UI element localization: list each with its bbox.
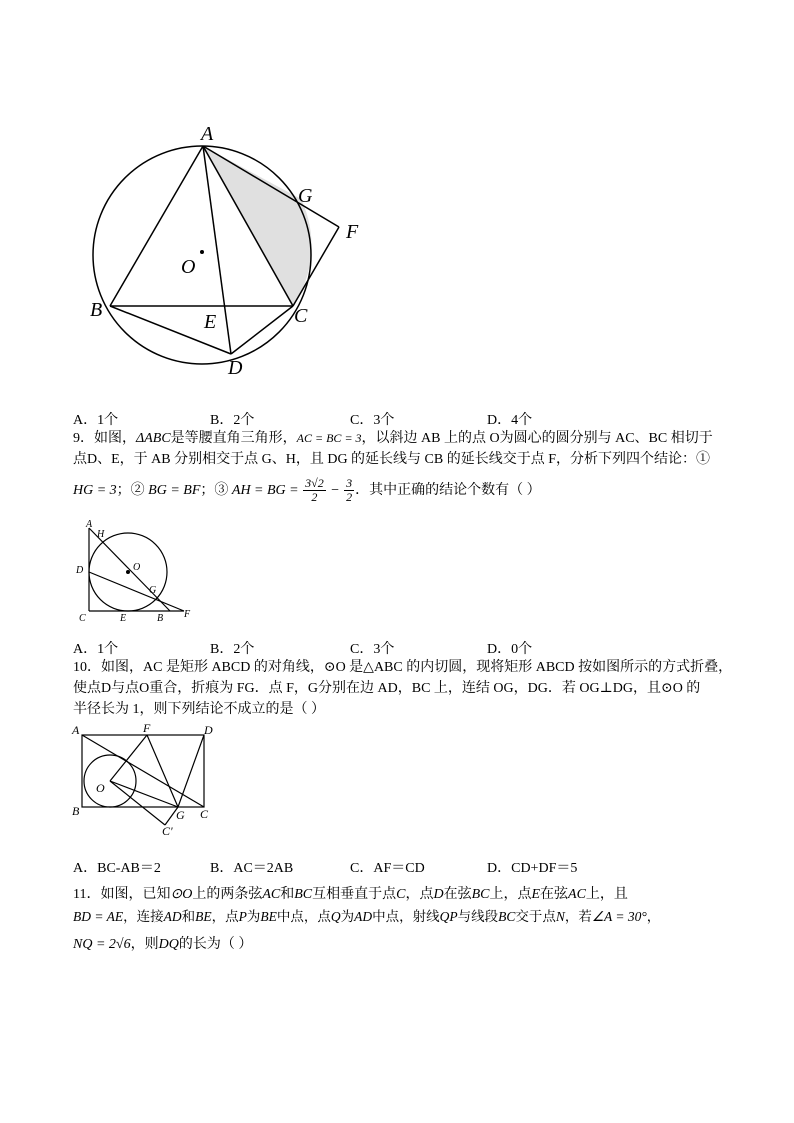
math: BC bbox=[294, 887, 313, 902]
text: 为 bbox=[340, 909, 355, 924]
math: AC bbox=[262, 887, 281, 902]
label-G: G bbox=[149, 585, 157, 596]
figure-q10 bbox=[68, 719, 228, 839]
text: 上，点 bbox=[489, 887, 532, 902]
text: ，以斜边 AB 上的点 O为圆心的圆分别与 AC、BC 相切于 bbox=[361, 431, 713, 446]
q9-line1 bbox=[73, 427, 713, 450]
q9-options bbox=[73, 638, 733, 656]
math: BE bbox=[260, 909, 277, 924]
q8-options bbox=[73, 409, 733, 427]
text: 互相垂直于点 bbox=[312, 887, 397, 902]
q10-line1: 10．如图，AC 是矩形 ABCD 的对角线，⊙O 是△ABC 的内切圆，现将矩形 ABCD 按如图所示的方式折叠， bbox=[73, 660, 733, 675]
text: 的长为（ ） bbox=[178, 937, 253, 952]
option-a[interactable]: A．BC-AB＝2 bbox=[73, 861, 161, 876]
math: HG = 3 bbox=[73, 483, 117, 498]
label-G: G bbox=[176, 808, 185, 822]
label-G: G bbox=[298, 185, 313, 207]
math: C bbox=[396, 887, 406, 902]
option-a[interactable]: A．1个 bbox=[73, 413, 119, 428]
label-C: C bbox=[79, 613, 86, 624]
label-F: F bbox=[184, 609, 191, 620]
math: QP bbox=[439, 909, 458, 924]
label-C: C bbox=[294, 305, 308, 327]
option-c[interactable]: C．AF＝CD bbox=[350, 861, 425, 876]
label-F: F bbox=[346, 221, 359, 243]
q9-line2: 点D、E，于 AB 分别相交于点 G、H，且 DG 的延长线与 CB 的延长线交于点 F，分析下列四个结论：① bbox=[73, 452, 711, 467]
figure-q9 bbox=[74, 518, 194, 626]
option-b[interactable]: B．AC＝2AB bbox=[210, 861, 294, 876]
q10-options bbox=[73, 857, 733, 875]
label-C: C bbox=[200, 807, 209, 821]
label-A: A bbox=[201, 123, 214, 145]
option-d[interactable]: D．0个 bbox=[487, 642, 533, 657]
text: 和 bbox=[181, 909, 196, 924]
text: ；③ bbox=[200, 483, 232, 498]
math: P bbox=[238, 909, 247, 924]
fraction bbox=[303, 477, 326, 504]
math: ∠A = 30° bbox=[591, 909, 647, 924]
label-B: B bbox=[157, 613, 164, 624]
math: DQ bbox=[158, 937, 179, 952]
math: AC bbox=[568, 887, 586, 902]
text: ，若 bbox=[564, 909, 592, 924]
text: 上，且 bbox=[585, 887, 628, 902]
text: ，点 bbox=[211, 909, 239, 924]
option-d[interactable]: D．CD+DF＝5 bbox=[487, 861, 578, 876]
math: NQ = 2√6 bbox=[73, 937, 131, 952]
label-E: E bbox=[204, 311, 217, 333]
math: BE bbox=[195, 909, 212, 924]
q11-line3 bbox=[73, 934, 252, 956]
math: D bbox=[433, 887, 444, 902]
label-F: F bbox=[143, 721, 151, 735]
label-O: O bbox=[181, 256, 196, 278]
text: 9．如图， bbox=[73, 431, 136, 446]
math: BG = BF bbox=[148, 483, 201, 498]
label-A: A bbox=[86, 519, 93, 530]
math: Q bbox=[330, 909, 341, 924]
math: AC = BC = 3 bbox=[296, 431, 362, 445]
label-H: H bbox=[97, 529, 105, 540]
math: AD bbox=[163, 909, 182, 924]
label-C-prime: C' bbox=[162, 824, 173, 838]
text: 交于点 bbox=[515, 909, 556, 924]
label-O: O bbox=[133, 562, 141, 573]
text: ；② bbox=[116, 483, 149, 498]
text: 和 bbox=[280, 887, 295, 902]
q9-line3 bbox=[73, 474, 541, 508]
label-E: E bbox=[120, 613, 127, 624]
math: BC bbox=[498, 909, 516, 924]
option-b[interactable]: B．2个 bbox=[210, 642, 255, 657]
q10-line2: 使点D与点O重合，折痕为 FG．点 F，G分别在边 AD，BC 上，连结 OG，DG．若 OG⊥DG，且⊙O 的 bbox=[73, 681, 701, 696]
text: 为 bbox=[246, 909, 261, 924]
numerator: 3 bbox=[346, 476, 353, 491]
text: 在弦 bbox=[443, 887, 472, 902]
math: AD bbox=[354, 909, 373, 924]
option-d[interactable]: D．4个 bbox=[487, 413, 533, 428]
math: AH = BG = bbox=[231, 483, 303, 498]
denominator: 2 bbox=[346, 490, 353, 505]
label-D: D bbox=[228, 357, 243, 379]
option-a[interactable]: A．1个 bbox=[73, 642, 119, 657]
text: 11．如图，已知 bbox=[73, 887, 171, 902]
text: 是等腰直角三角形， bbox=[170, 431, 297, 446]
label-B: B bbox=[90, 299, 103, 321]
label-D: D bbox=[204, 723, 213, 737]
numerator: 3√2 bbox=[305, 476, 324, 491]
math: BC bbox=[471, 887, 490, 902]
option-c[interactable]: C．3个 bbox=[350, 642, 395, 657]
text: 中点，射线 bbox=[372, 909, 440, 924]
math: ⊙O bbox=[170, 887, 193, 902]
label-O: O bbox=[96, 781, 105, 795]
q11-line2 bbox=[73, 906, 660, 928]
text: ，连接 bbox=[123, 909, 164, 924]
label-B: B bbox=[72, 804, 80, 818]
text: ，点 bbox=[405, 887, 434, 902]
option-c[interactable]: C．3个 bbox=[350, 413, 395, 428]
math: E bbox=[531, 887, 541, 902]
q11-line1 bbox=[73, 884, 628, 906]
text: 在弦 bbox=[540, 887, 569, 902]
math: BD = AE bbox=[73, 909, 124, 924]
text: ，则 bbox=[130, 937, 159, 952]
text: 上的两条弦 bbox=[192, 887, 263, 902]
figure-q8 bbox=[85, 115, 375, 380]
text: ．其中正确的结论个数有（ ） bbox=[355, 483, 541, 498]
text: 与线段 bbox=[457, 909, 499, 924]
label-D: D bbox=[76, 565, 84, 576]
text: 中点，点 bbox=[276, 909, 331, 924]
math: − bbox=[326, 483, 344, 498]
text: ， bbox=[646, 909, 661, 924]
q10-line3: 半径长为 1，则下列结论不成立的是（ ） bbox=[73, 702, 325, 717]
fraction bbox=[344, 477, 354, 504]
math: N bbox=[555, 909, 565, 924]
math: ΔABC bbox=[136, 431, 171, 446]
denominator: 2 bbox=[311, 490, 318, 505]
label-A: A bbox=[72, 723, 80, 737]
option-b[interactable]: B．2个 bbox=[210, 413, 255, 428]
